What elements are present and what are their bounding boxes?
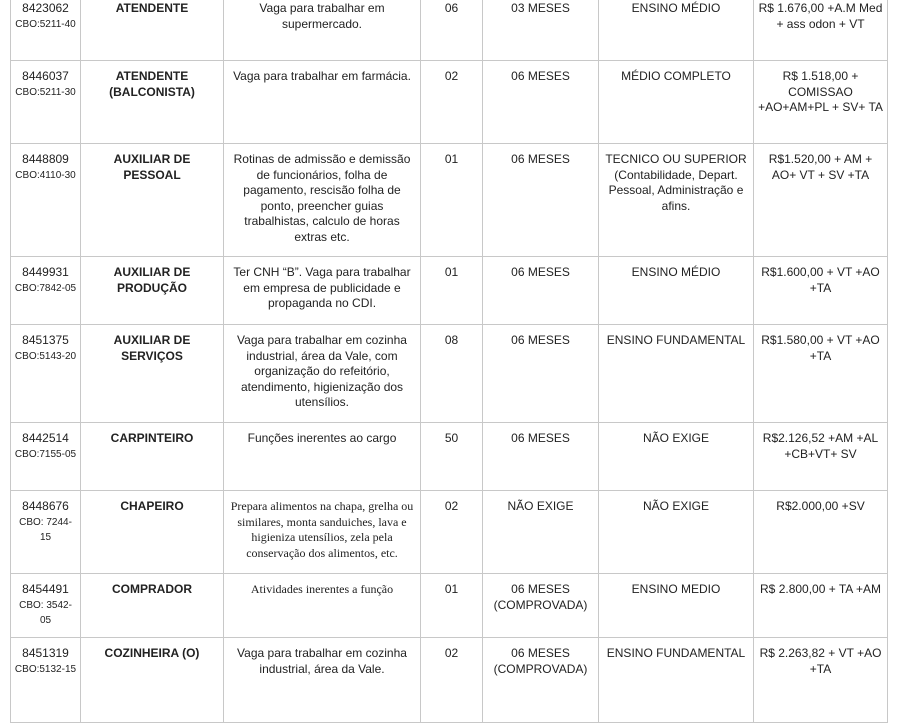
salary-benefits: R$1.580,00 + VT +AO +TA [754,325,888,423]
job-description: Atividades inerentes a função [224,574,421,638]
cbo-code: CBO:5211-30 [15,86,76,98]
job-code-cell [11,574,81,638]
job-code: 8454491 [22,582,69,596]
salary-benefits: R$2.000,00 +SV [754,491,888,574]
salary-benefits: R$ 1.676,00 +A.M Med + ass odon + VT [754,0,888,61]
table-row [11,638,888,723]
job-title: ATENDENTE (BALCONISTA) [81,61,224,144]
vacancies-count: 02 [421,61,483,144]
vacancies-count: 02 [421,638,483,723]
vacancies-count: 02 [421,491,483,574]
job-code: 8449931 [22,265,69,279]
job-code-cell [11,638,81,723]
table-row [11,144,888,257]
job-code: 8423062 [22,1,69,15]
job-title: COZINHEIRA (O) [81,638,224,723]
job-code: 8448676 [22,499,69,513]
job-description: Vaga para trabalhar em supermercado. [224,0,421,61]
table-row [11,423,888,491]
job-code-cell [11,144,81,257]
job-title: COMPRADOR [81,574,224,638]
job-description: Vaga para trabalhar em cozinha industrial, área da Vale. [224,638,421,723]
job-title: AUXILIAR DE PRODUÇÃO [81,257,224,325]
vacancies-count: 01 [421,257,483,325]
job-title: CHAPEIRO [81,491,224,574]
cbo-code: CBO:4110-30 [15,169,76,181]
salary-benefits: R$1.600,00 + VT +AO +TA [754,257,888,325]
experience-required: 06 MESES [483,257,599,325]
education-required: ENSINO MÉDIO [599,0,754,61]
experience-required: 06 MESES [483,423,599,491]
table-row [11,61,888,144]
cbo-code: CBO:5132-15 [14,663,77,675]
cbo-code: CBO: 3542-05 [19,599,72,626]
salary-benefits: R$2.126,52 +AM +AL +CB+VT+ SV [754,423,888,491]
job-code-cell [11,61,81,144]
job-code: 8448809 [22,152,69,166]
job-description: Funções inerentes ao cargo [224,423,421,491]
job-description: Vaga para trabalhar em cozinha industrial, área da Vale, com organização do refeitório, atendimento, higienização dos utensílios. [224,325,421,423]
table-row [11,257,888,325]
cbo-code: CBO:5211-40 [15,18,76,30]
education-required: NÃO EXIGE [599,491,754,574]
job-code: 8451319 [22,646,69,660]
job-description: Ter CNH “B”. Vaga para trabalhar em empresa de publicidade e propaganda no CDI. [224,257,421,325]
cbo-code: CBO:7155-05 [14,448,77,460]
table-row [11,325,888,423]
cbo-code: CBO:5143-20 [14,350,77,362]
education-required: TECNICO OU SUPERIOR (Contabilidade, Depart. Pessoal, Administração e afins. [599,144,754,257]
experience-required: 03 MESES [483,0,599,61]
cbo-code: CBO: 7244-15 [19,516,72,543]
experience-required: 06 MESES (COMPROVADA) [483,638,599,723]
job-description: Rotinas de admissão e demissão de funcionários, folha de pagamento, rescisão folha de ponto, preencher guias trabalhistas, calculo de horas extras etc. [224,144,421,257]
job-title: ATENDENTE [81,0,224,61]
job-code: 8442514 [22,431,69,445]
job-code-cell [11,423,81,491]
salary-benefits: R$ 2.263,82 + VT +AO +TA [754,638,888,723]
job-listings-table [10,0,888,723]
experience-required: NÃO EXIGE [483,491,599,574]
job-title: CARPINTEIRO [81,423,224,491]
cbo-code: CBO:7842-05 [14,282,77,294]
job-code: 8451375 [22,333,69,347]
salary-benefits: R$1.520,00 + AM + AO+ VT + SV +TA [754,144,888,257]
vacancies-count: 50 [421,423,483,491]
job-code: 8446037 [22,69,69,83]
job-code-cell [11,491,81,574]
salary-benefits: R$ 2.800,00 + TA +AM [754,574,888,638]
job-description: Prepara alimentos na chapa, grelha ou similares, monta sanduiches, lava e higieniza utensílios, zela pela conservação dos alimentos, etc. [224,491,421,574]
job-title: AUXILIAR DE PESSOAL [81,144,224,257]
table-row [11,491,888,574]
salary-benefits: R$ 1.518,00 + COMISSAO +AO+AM+PL + SV+ TA [754,61,888,144]
education-required: MÉDIO COMPLETO [599,61,754,144]
education-required: ENSINO FUNDAMENTAL [599,325,754,423]
job-title: AUXILIAR DE SERVIÇOS [81,325,224,423]
table-row [11,0,888,61]
education-required: ENSINO FUNDAMENTAL [599,638,754,723]
education-required: NÃO EXIGE [599,423,754,491]
job-code-cell [11,0,81,61]
vacancies-count: 06 [421,0,483,61]
experience-required: 06 MESES [483,144,599,257]
education-required: ENSINO MEDIO [599,574,754,638]
job-description: Vaga para trabalhar em farmácia. [224,61,421,144]
experience-required: 06 MESES [483,61,599,144]
job-code-cell [11,325,81,423]
experience-required: 06 MESES [483,325,599,423]
job-code-cell [11,257,81,325]
experience-required: 06 MESES (COMPROVADA) [483,574,599,638]
table-row [11,574,888,638]
education-required: ENSINO MÉDIO [599,257,754,325]
vacancies-count: 08 [421,325,483,423]
vacancies-count: 01 [421,574,483,638]
vacancies-count: 01 [421,144,483,257]
